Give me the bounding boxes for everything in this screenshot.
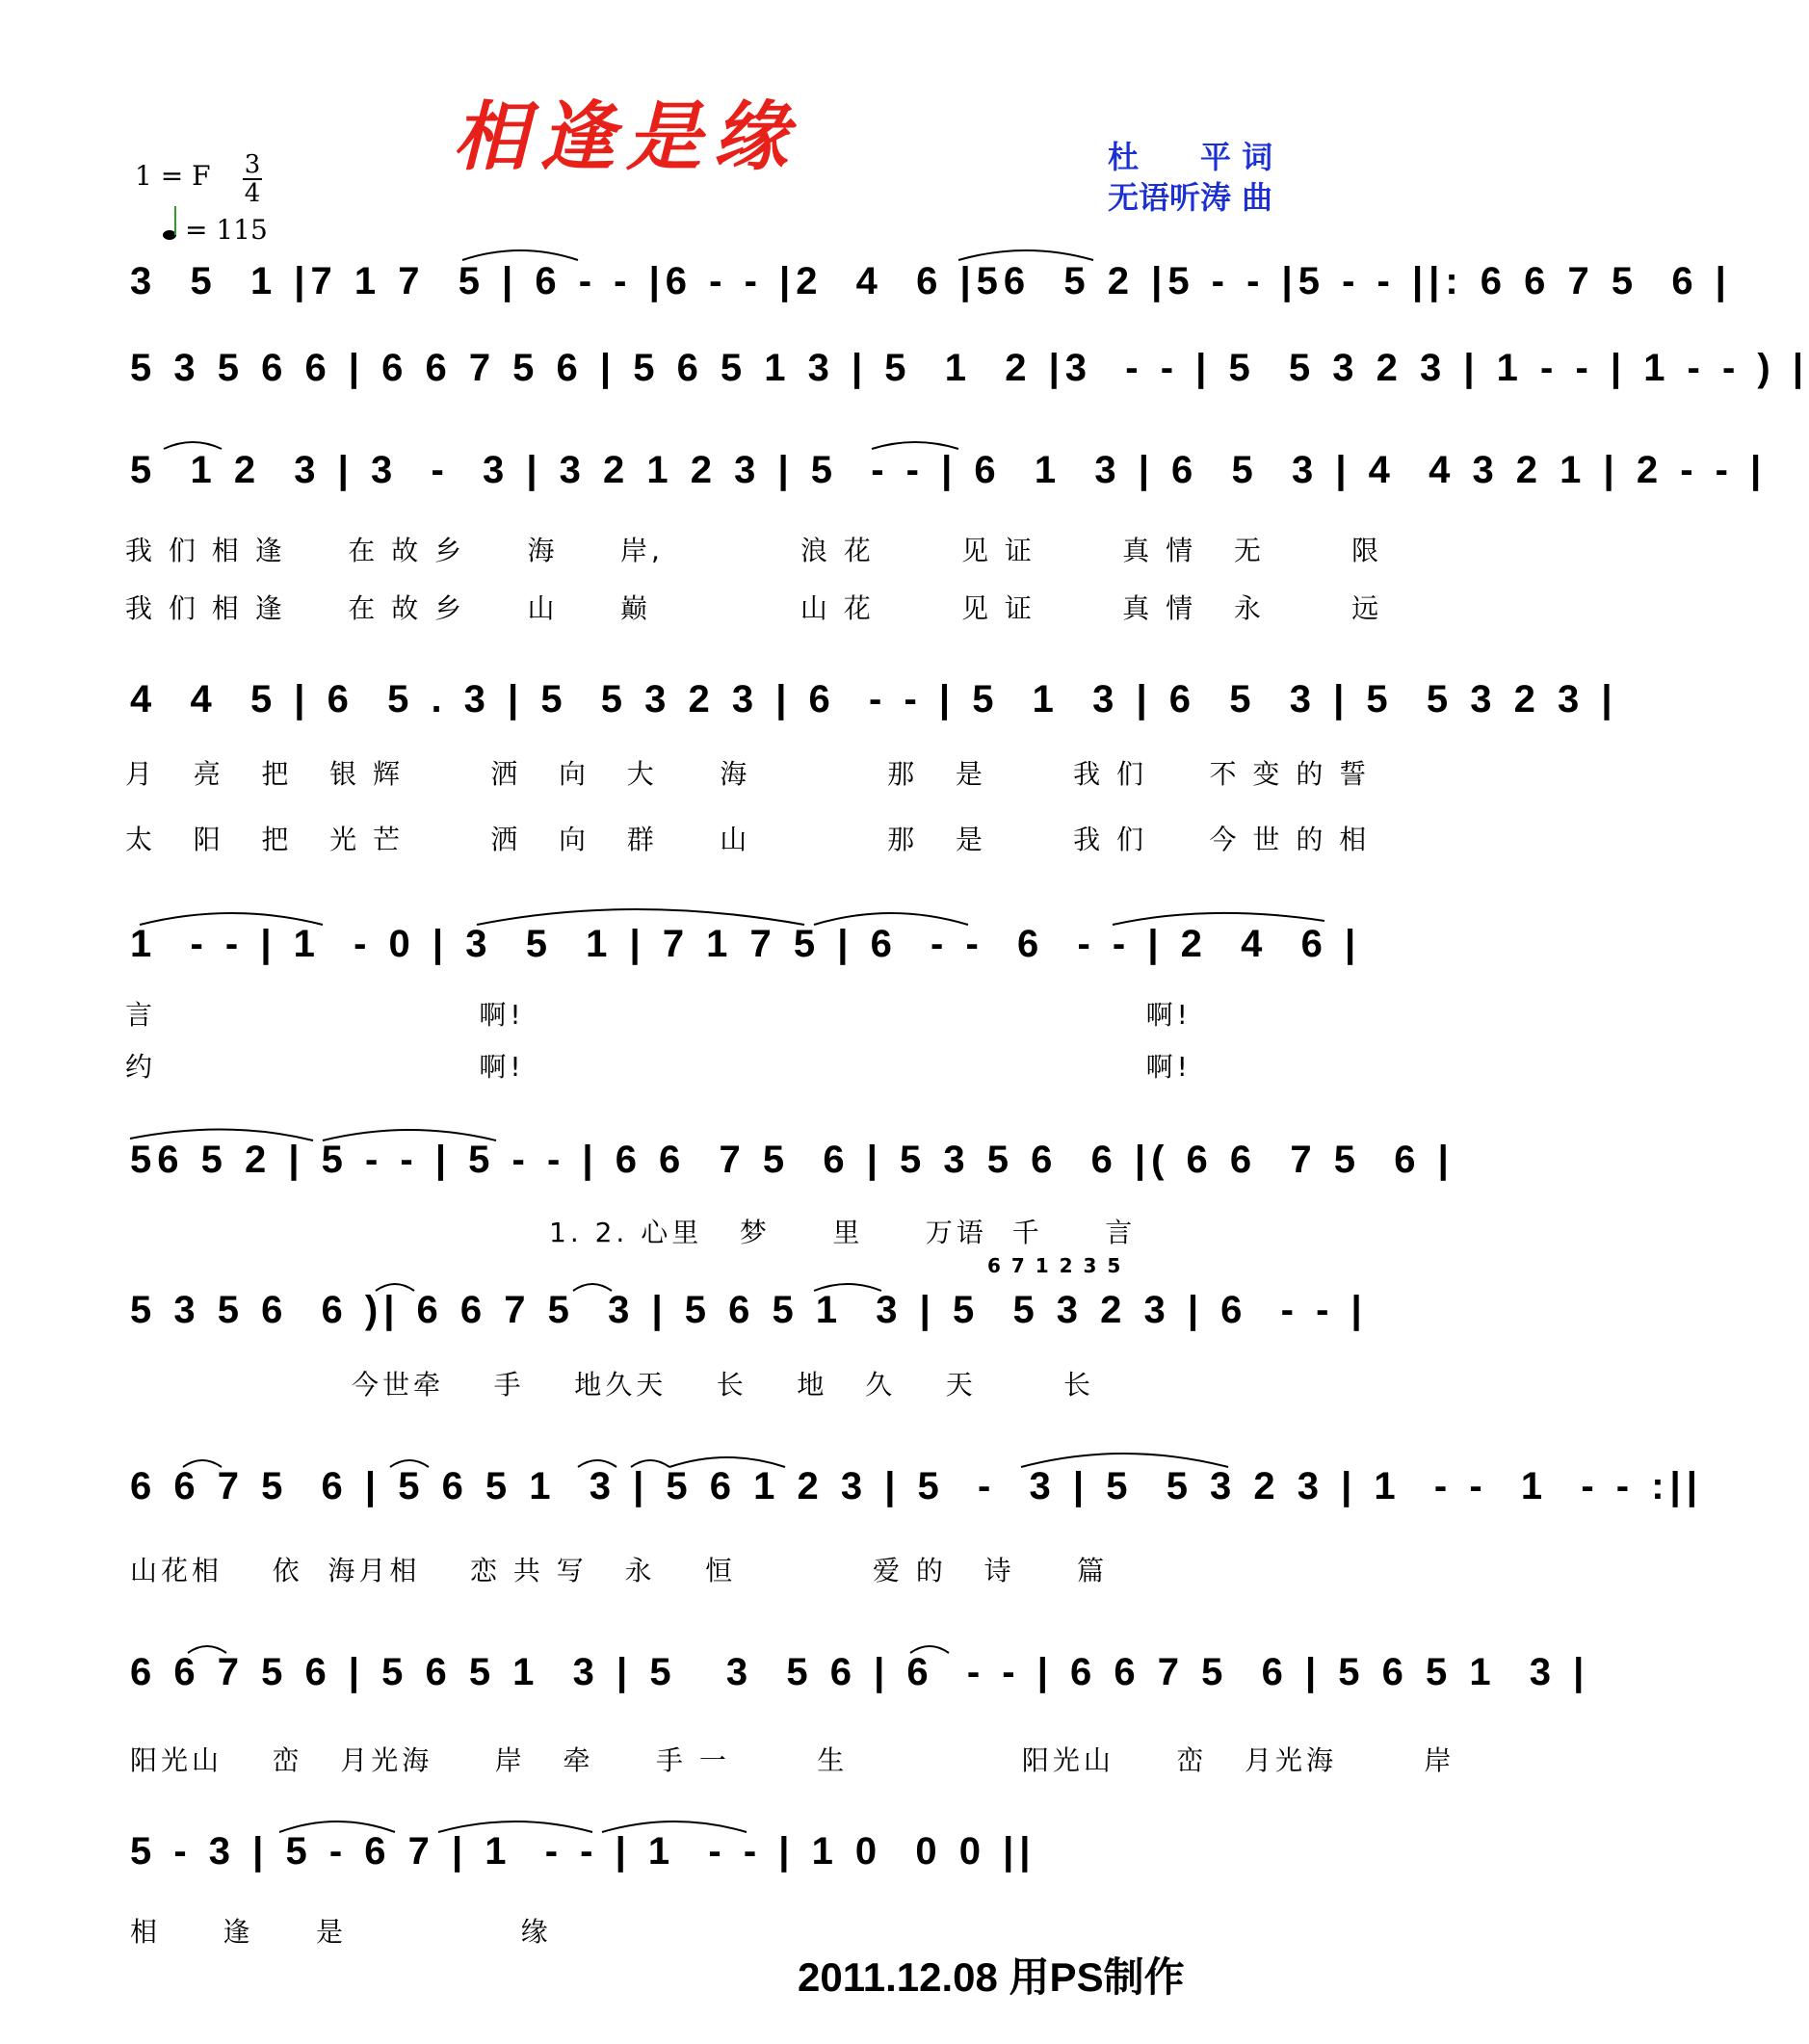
notes-line: 5 - 3 | 5 - 6 7 | 1 - - | 1 - - | 1 0 0 0 || <box>130 1830 1036 1873</box>
notes-line: 4 4 5 | 6 5 . 3 | 5 5 3 2 3 | 6 - - | 5 1 3 | 6 5 3 | 5 5 3 2 3 | <box>130 678 1618 721</box>
lyric-line-1: 山花相 依 海月相 恋 共 写 永 恒 爱 的 诗 篇 <box>130 1555 1109 1586</box>
lyric-line-1: 月 亮 把 银 辉 洒 向 大 海 那 是 我 们 不 变 的 誓 <box>125 758 1371 790</box>
lyric-line-1: 我 们 相 逢 在 故 乡 海 岸, 浪 花 见 证 真 情 无 限 <box>125 535 1383 566</box>
time-signature-top: 3 <box>244 150 261 179</box>
staff-row-6 <box>130 1131 1455 1248</box>
notes-line: 3 5 1 |7 1 7 5 | 6 - - |6 - - |2 4 6 |56 5 2 |5 - - |5 - - ||: 6 6 7 5 6 | <box>130 260 1732 302</box>
composer-credit: 无语听涛 曲 <box>1108 179 1273 216</box>
slur-marks <box>130 252 1732 310</box>
staff-row-2 <box>130 339 1809 397</box>
notes-line: 1 - - | 1 - 0 | 3 5 1 | 7 1 7 5 | 6 - - 6 - - | 2 4 6 | <box>130 923 1362 965</box>
notes-line: 6 6 7 5 6 | 5 6 5 1 3 | 5 6 1 2 3 | 5 - 3 | 5 5 3 2 3 | 1 - - 1 - - :|| <box>130 1465 1703 1507</box>
staff-row-3 <box>125 441 1768 624</box>
tempo-marking: = 115 <box>185 214 268 246</box>
lyric-line-2: 我 们 相 逢 在 故 乡 山 巅 山 花 见 证 真 情 永 远 <box>125 592 1383 624</box>
footer-note: 2011.12.08 用PS制作 <box>798 1954 1185 2000</box>
lyric-line-2: 约 啊! 啊! <box>125 1051 1192 1083</box>
staff-row-9 <box>130 1643 1590 1776</box>
slur-marks <box>130 1281 1368 1339</box>
notes-line: 56 5 2 | 5 - - | 5 - - | 6 6 7 5 6 | 5 3 5 6 6 |( 6 6 7 5 6 | <box>130 1139 1455 1181</box>
lyric-line-1: 相 逢 是 缘 <box>130 1916 552 1948</box>
lyric-line-1: 今世牵 手 地久天 长 地 久 天 长 <box>352 1369 1095 1401</box>
notes-line: 5 3 5 6 6 )| 6 6 7 5 3 | 5 6 5 1 3 | 5 5 3 2 3 | 6 - - | <box>130 1289 1368 1331</box>
lyricist-credit: 杜 平 词 <box>1108 139 1273 175</box>
slur-marks <box>130 1822 1324 1880</box>
slur-marks <box>130 1457 1703 1515</box>
notes-line: 5 3 5 6 6 | 6 6 7 5 6 | 5 6 5 1 3 | 5 1 2 |3 - - | 5 5 3 2 3 | 1 - - | 1 - - ) | <box>130 347 1809 389</box>
staff-row-4 <box>125 670 1618 855</box>
key-signature: 1 = F <box>135 160 211 192</box>
staff-row-1 <box>130 252 1732 310</box>
lyric-line-1: 言 啊! 啊! <box>125 999 1192 1031</box>
time-signature-bottom: 4 <box>244 179 261 208</box>
staff-row-5 <box>125 915 1362 1083</box>
slur-marks <box>130 915 1362 973</box>
grace-notes: 6 7 1 2 3 5 <box>987 1254 1123 1277</box>
notes-line: 5 1 2 3 | 3 - 3 | 3 2 1 2 3 | 5 - - | 6 1 3 | 6 5 3 | 4 4 3 2 1 | 2 - - | <box>130 449 1768 491</box>
staff-row-7 <box>130 1254 1368 1401</box>
quarter-note-icon <box>162 204 183 243</box>
time-signature <box>243 152 262 206</box>
staff-row-10 <box>130 1822 1324 1948</box>
slur-marks <box>130 1643 1590 1701</box>
slur-marks <box>130 1131 1455 1189</box>
lyric-line-1: 阳光山 峦 月光海 岸 牵 手 一 生 阳光山 峦 月光海 岸 <box>130 1744 1455 1776</box>
slur-marks <box>130 441 1768 499</box>
song-title: 相逢是缘 <box>453 93 800 181</box>
staff-row-8 <box>130 1457 1703 1586</box>
lyric-line-2: 太 阳 把 光 芒 洒 向 群 山 那 是 我 们 今 世 的 相 <box>125 824 1371 855</box>
notes-line: 6 6 7 5 6 | 5 6 5 1 3 | 5 3 5 6 | 6 - - | 6 6 7 5 6 | 5 6 5 1 3 | <box>130 1651 1590 1693</box>
lyric-line-1: 1. 2. 心里 梦 里 万语 千 言 <box>549 1217 1137 1248</box>
